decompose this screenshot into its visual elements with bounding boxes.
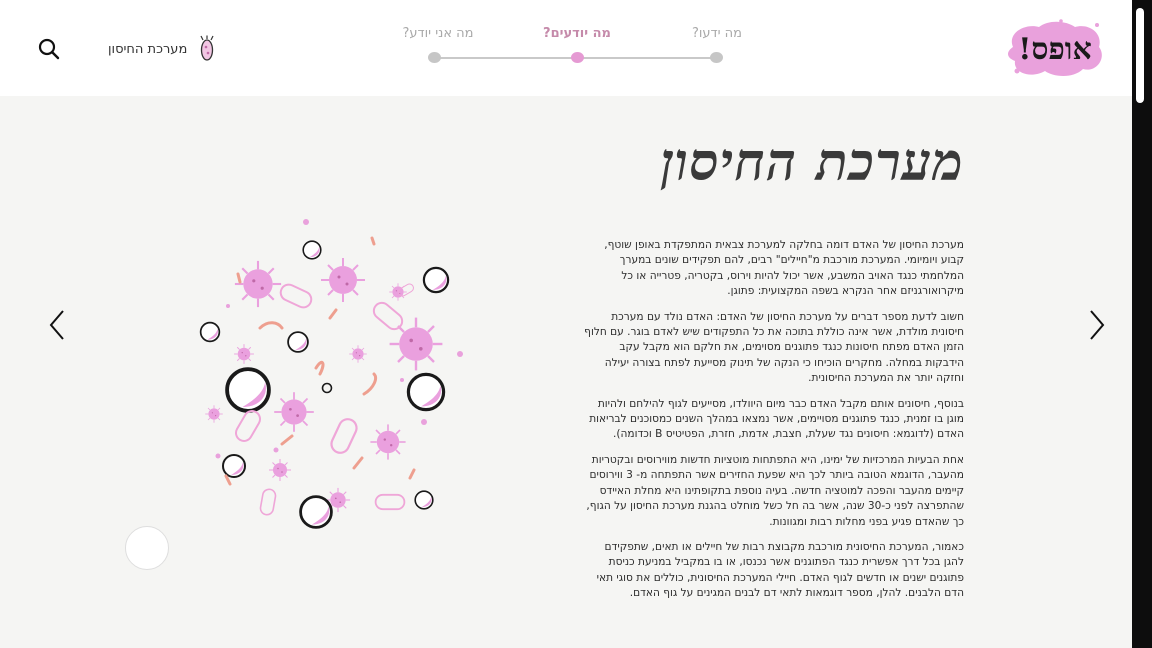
paragraph-5: כאמור, המערכת החיסונית מורכבת מקבוצת רבות של חיילים או תאים, שתפקידם להגן בכל דרך אפשרית כנגד הפתוגנים אשר נכנסו, או בו במקביל במניעת כניסת פתוגנים ישנים או חדשים לגוף האדם. חיילי המערכת החיסונית, כוללים את סוגי תאי הדם הלבנים. להלן, מספר דוגמאות לתאי דם לבנים המגינים על גוף האדם. bbox=[596, 540, 964, 600]
page-title: מערכת החיסון bbox=[660, 132, 964, 193]
white-blood-cell-icon bbox=[223, 455, 245, 477]
breadcrumb-label: מערכת החיסון bbox=[108, 41, 188, 57]
step-what-is-known[interactable]: מה יודעים? bbox=[543, 26, 611, 41]
bacteria-icon bbox=[233, 408, 263, 444]
virus-icon bbox=[274, 392, 314, 432]
site-logo[interactable] bbox=[1003, 17, 1107, 81]
paragraph-3: בנוסף, חיסונים אותם מקבל האדם כבר מיום היוולדו, מסייעים לגוף להילחם ולהיות מוגן בו זמנית, כנגד פתוגנים מסויימים, אשר נמצאו במהלך השנים כמסוכנים לבריאות האדם (לדוגמא: חיסונים נגד שעלת, חצבת, אדמת, חזרת, הפטיטיס B וכדומה). bbox=[589, 397, 964, 441]
white-blood-cell-icon bbox=[201, 323, 220, 342]
bacteria-icon bbox=[376, 495, 405, 509]
immune-cells-illustration bbox=[188, 204, 478, 544]
prev-slide-button[interactable] bbox=[44, 306, 72, 344]
breadcrumb-immune-system[interactable] bbox=[108, 34, 217, 64]
bacteria-icon bbox=[371, 300, 406, 333]
progress-dot-what-is-known[interactable] bbox=[571, 52, 584, 63]
white-blood-cell-icon bbox=[415, 491, 433, 509]
step-what-do-i-know[interactable]: מה אני יודע? bbox=[402, 26, 474, 41]
virus-icon bbox=[390, 318, 443, 371]
chevron-left-icon bbox=[44, 306, 72, 344]
white-blood-cell-icon bbox=[408, 374, 443, 409]
white-blood-cell-icon bbox=[424, 268, 448, 292]
logo-text: אופס! bbox=[1018, 31, 1092, 67]
scrollbar-thumb[interactable] bbox=[1136, 8, 1144, 103]
progress-dot-what-was-known[interactable] bbox=[710, 52, 723, 63]
immune-cell-icon bbox=[197, 35, 217, 63]
bacteria-icon bbox=[329, 416, 360, 455]
bacteria-icon bbox=[259, 488, 276, 515]
virus-icon bbox=[370, 424, 405, 459]
virus-icon bbox=[321, 258, 365, 302]
virus-icon bbox=[269, 459, 291, 481]
virus-icon bbox=[234, 344, 254, 364]
article-body bbox=[584, 238, 964, 612]
white-blood-cell-icon bbox=[227, 369, 269, 411]
virus-icon bbox=[349, 345, 367, 363]
circle-action-button[interactable] bbox=[125, 526, 169, 570]
paragraph-2: חשוב לדעת מספר דברים על מערכת החיסון של האדם: האדם נולד עם מערכת חיסונית מולדת, אשר אינה כוללת בתוכה את כל התפקודים שיש לאדם בוגר. עם חלוף הזמן האדם מפתח חיסונות כנגד פתוגנים מסוימים, את חלקם הוא מקבל עקב הידבקות במחלה. מחקרים הוכיחו כי הנקה של תינוק מסייעת לפתח בצורה יעילה וחזקה יותר את המערכת החיסונית. bbox=[584, 310, 964, 385]
search-icon bbox=[36, 36, 62, 62]
white-blood-cell-icon bbox=[288, 332, 308, 352]
virus-icon bbox=[235, 261, 281, 307]
paragraph-4: אחת הבעיות המרכזיות של ימינו, היא התפתחות מוטציות חדשות מווירוסים ובקטריות מהעבר, הדוגמא הטובה ביותר לכך היא שפעת החזירים אשר התפתחה מ- 3 ווירוסים קיימים מהעבר והפכה למוטציה חדשה. בעיה נוספת בתקופתינו היא מחלת האיידס שהתפרצה לפני כ-30 שנה, אשר בה חל כשל מוחלט בהגנת מערכת החיסון על הגוף, כך שהאדם פגיע בפני מחלות רבות ומגוונות. bbox=[586, 453, 964, 528]
search-button[interactable] bbox=[36, 36, 62, 62]
white-blood-cell-icon bbox=[303, 241, 321, 259]
white-blood-cell-icon bbox=[301, 497, 332, 528]
paragraph-1: מערכת החיסון של האדם דומה בחלקה למערכת צבאית המתפקדת באופן שוטף, קבוע ויומיומי. המערכת מורכבת מ"חיילים" רבים, להם תפקידים שונים במערך המלחמתי כנגד האויב המשבע, אשר יכול להיות וירוס, בקטריה, פטרייה או כל מיקרואורגניזם אחר הנקרא בשפה המקצועית: פתוגן. bbox=[604, 239, 964, 298]
small-ring-icon bbox=[323, 384, 332, 393]
bacteria-icon bbox=[278, 282, 314, 310]
next-slide-button[interactable] bbox=[1082, 306, 1110, 344]
chevron-right-icon bbox=[1082, 306, 1110, 344]
step-what-was-known[interactable]: מה ידעו? bbox=[691, 26, 743, 41]
top-header bbox=[0, 0, 1132, 96]
progress-dot-what-do-i-know[interactable] bbox=[428, 52, 441, 63]
virus-icon bbox=[389, 283, 407, 301]
virus-icon bbox=[205, 405, 223, 423]
